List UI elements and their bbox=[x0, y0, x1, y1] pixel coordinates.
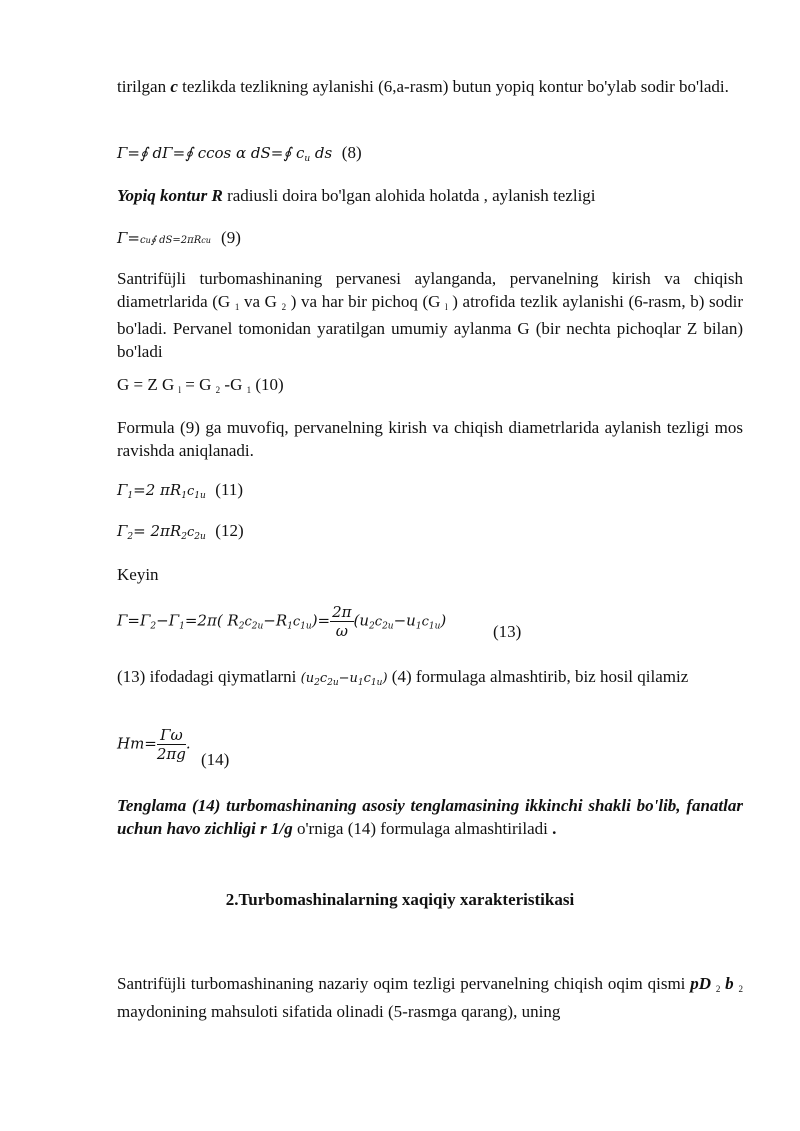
equation-number-8: (8) bbox=[341, 143, 362, 162]
paragraph-keyin: Keyin bbox=[117, 565, 159, 584]
equation-9: Γ=cu∮ dS=2πRcu (9) bbox=[117, 228, 241, 247]
inline-expression: $(u_2c_{2u}-u_1c_{1u})$ bbox=[300, 671, 388, 688]
equation-11: $\Gamma_1=2$ $\pi R_1c_{1u}$ (11) bbox=[117, 480, 243, 501]
equation-8: Γ=∮ dΓ=∮ ccos α dS=∮ $c_u$ ds (8) bbox=[117, 143, 362, 164]
paragraph-6: (13) ifodadagi qiymatlarni $(u_2c_{2u}-u_1c_{1u})$ (4) formulaga almashtirib, biz hosil qilamiz bbox=[117, 667, 689, 688]
paragraph-1: tirilgan c tezlikda tezlikning aylanishi (6,a-rasm) butun yopiq kontur bo'ylab sodir bo'ladi. bbox=[117, 77, 729, 96]
paragraph-8: Santrifüjli turbomashinaning nazariy oqim tezligi pervanelning chiqish oqim qismi pD $_2$ b $_2$ maydonining mahsuloti sifatida olinadi (5-rasmga qarang), uning bbox=[117, 974, 744, 1021]
paragraph-3: Santrifüjli turbomashinaning pervanesi aylanganda, pervanelning kirish va chiqish diametrlarida (G $_1$ va G $_2$ ) va har bir pichoq (G $_l$ ) atrofida tezlik aylanishi (6-rasm, b) sodir bo'ladi. Pervanel tomonidan yaratilgan umumiy aylanma G (bir nechta pichoqlar Z bilan) bo'ladi bbox=[117, 269, 744, 361]
equation-14: Hm= $\frac{\Gamma\omega}{2\pi g}$ . bbox=[117, 726, 191, 763]
equation-number-11: (11) bbox=[215, 480, 243, 499]
equation-number-12: (12) bbox=[215, 521, 244, 540]
equation-number-13: (13) bbox=[493, 622, 522, 641]
section-heading: 2.Turbomashinalarning xaqiqiy xarakteristikasi bbox=[225, 890, 575, 909]
equation-number-14: (14) bbox=[201, 750, 230, 769]
equation-13: $\Gamma=\Gamma_2-\Gamma_1=2\pi$( $R_2c_{2u}-R_1c_{1u})=$ $\frac{2\pi}{\omega}$ $(u_2c_{2u}-u_1c_{1u})$ bbox=[117, 603, 447, 640]
paragraph-7: Tenglama (14) turbomashinaning asosiy tenglamasining ikkinchi shakli bo'lib, fanatlar uchun havo zichligi r 1/g o'rniga (14) formulaga almashtiriladi . bbox=[117, 796, 743, 838]
equation-number-9: (9) bbox=[221, 228, 241, 247]
equation-10: G = Z G $_l$ = G $_2$ -G $_1$ (10) bbox=[117, 375, 284, 395]
paragraph-2: Yopiq kontur R radiusli doira bo'lgan alohida holatda , aylanish tezligi bbox=[117, 186, 596, 205]
equation-12: $\Gamma_2= 2\pi R_2c_{2u}$ (12) bbox=[117, 521, 244, 542]
paragraph-4: Formula (9) ga muvofiq, pervanelning kirish va chiqish diametrlarida aylanish tezligi mos ravishda aniqlanadi. bbox=[117, 418, 743, 460]
